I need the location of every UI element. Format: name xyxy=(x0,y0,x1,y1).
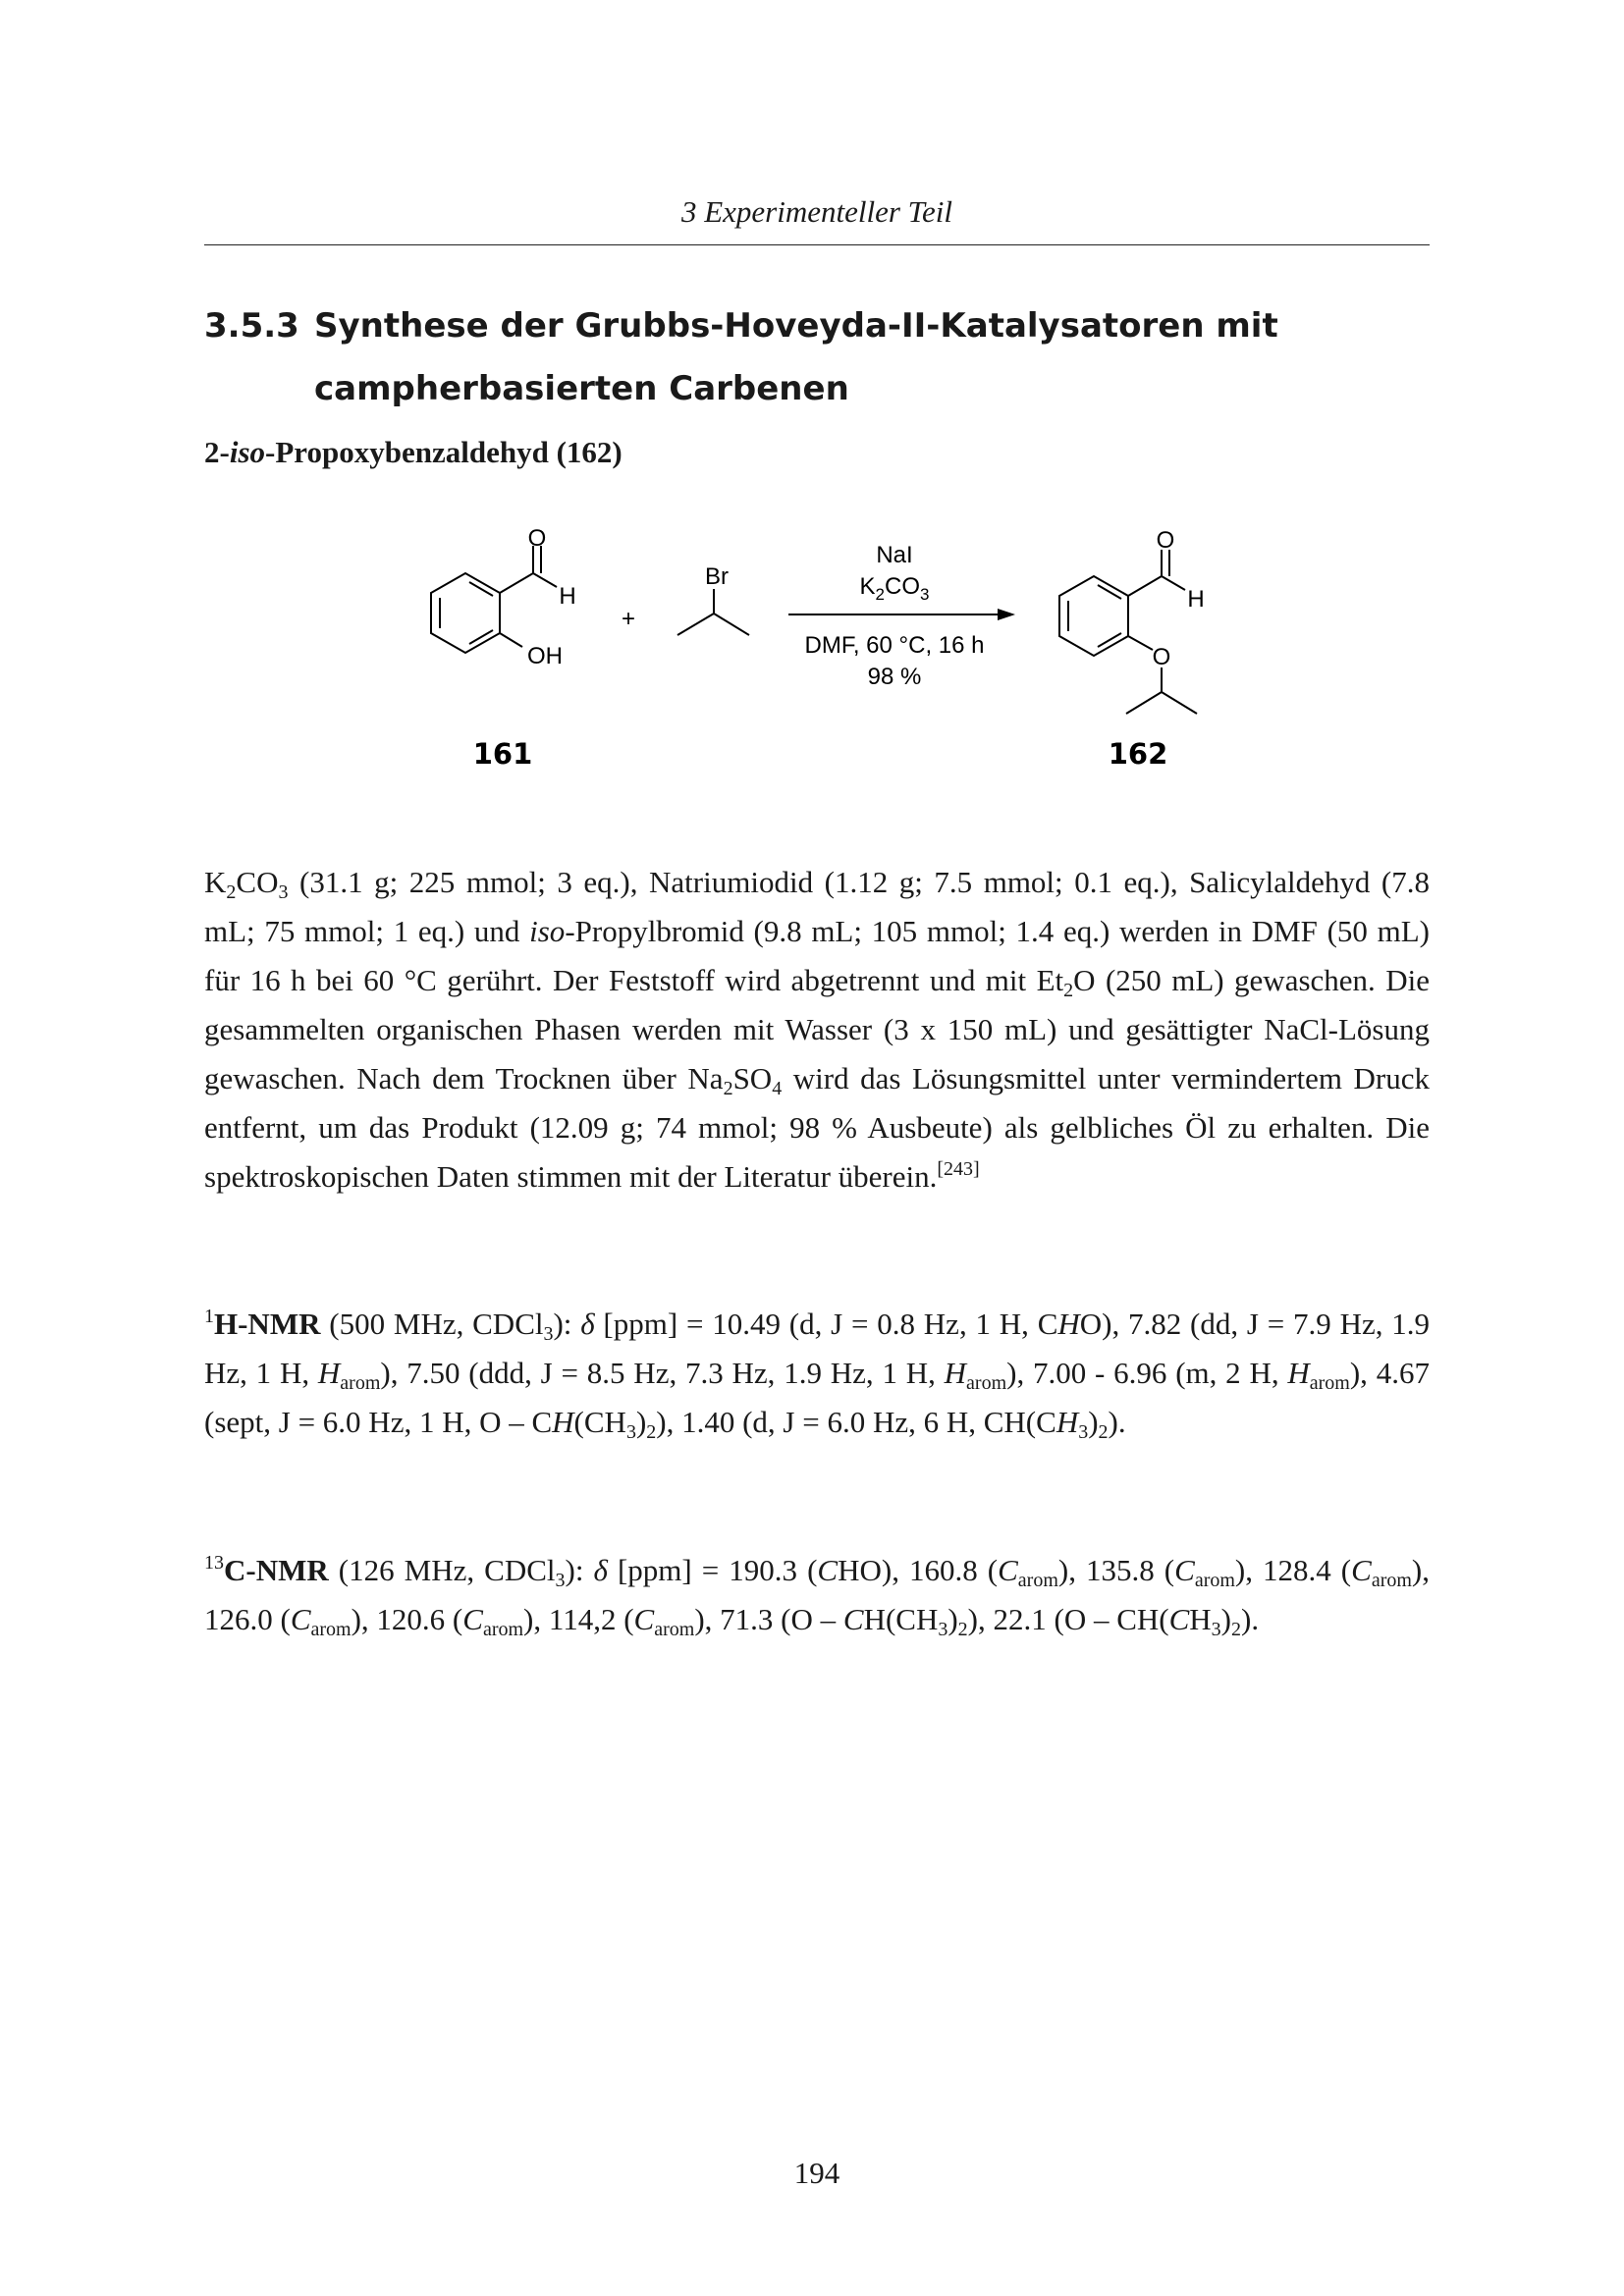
atom-O-ether: O xyxy=(1152,644,1171,670)
reaction-arrow xyxy=(788,609,1015,620)
section-title-line2: campherbasierten Carbenen xyxy=(314,369,849,408)
atom-O-2: O xyxy=(1156,527,1175,554)
compound-name: -Propoxybenzaldehyd xyxy=(265,435,549,469)
product-structure xyxy=(1059,550,1197,714)
salicylaldehyde-structure xyxy=(431,546,557,653)
atom-O-1: O xyxy=(527,525,547,552)
reaction-scheme xyxy=(0,0,1624,785)
h-nmr-paragraph: $^1$H-NMR (500 MHz, CDCl$_3$): δ [ppm] = 10.49 (d, J = 0.8 Hz, 1 H, CHO), 7.82 (dd, J = 7.9 Hz, 1.9 Hz, 1 H, $H_{arom}$), 7.50 (ddd, J = 8.5 Hz, 7.3 Hz, 1.9 Hz, 1 H, $H_{arom}$), 7.00 - 6.96 (m, 2 H, $H_{arom}$), 4.67 (sept, J = 6.0 Hz, 1 H, O – $CH(CH_3)_2$), 1.40 (d, J = 6.0 Hz, 6 H, $CH(CH_3)_2$). xyxy=(204,1306,1431,1443)
procedure-paragraph: $K_2CO_3$ (31.1 g; 225 mmol; 3 eq.), Natriumiodid (1.12 g; 7.5 mmol; 0.1 eq.), Salicylaldehyd (7.8 mL; 75 mmol; 1 eq.) und iso-Propylbromid (9.8 mL; 105 mmol; 1.4 eq.) werden in DMF (50 mL) für 16 h bei 60 °C gerührt. Der Feststoff wird abgetrennt und mit $Et_2O$ (250 mL) gewaschen. Die gesammelten organischen Phasen werden mit Wasser (3 x 150 mL) und gesättigter NaCl-Lösung gewaschen. Nach dem Trocknen über $Na_2SO_4$ wird das Lösungsmittel unter vermindertem Druck entfernt, um das Produkt (12.09 g; 74 mmol; 98 % Ausbeute) als gelbliches Öl zu erhalten. Die spektroskopischen Daten stimmen mit der Literatur überein.[243] xyxy=(204,865,1431,1194)
compound-prefix: 2- xyxy=(204,435,230,469)
reaction-conditions: DMF, 60 °C, 16 h xyxy=(804,632,985,659)
section-title-line1: Synthese der Grubbs-Hoveyda-II-Katalysatoren mit xyxy=(314,306,1278,346)
page-number: 194 xyxy=(793,2156,840,2190)
compound-iso: iso xyxy=(229,435,266,469)
atom-H-1: H xyxy=(559,583,576,610)
plus-sign: + xyxy=(621,606,636,632)
citation-ref: [243] xyxy=(937,1158,980,1180)
atom-H-2: H xyxy=(1187,586,1205,613)
section-number: 3.5.3 xyxy=(204,306,299,346)
running-header: 3 Experimenteller Teil xyxy=(680,194,953,229)
reagent-K2CO3: $K_2CO_3$ xyxy=(859,573,930,604)
compound-number: (162) xyxy=(556,435,623,469)
reactant-label-161: 161 xyxy=(472,737,533,771)
reagent-NaI: NaI xyxy=(876,542,913,568)
product-label-162: 162 xyxy=(1108,737,1168,771)
isopropyl-bromide-structure xyxy=(677,589,749,635)
reaction-yield: 98 % xyxy=(867,664,922,690)
c-nmr-paragraph: $^{13}$C-NMR (126 MHz, CDCl$_3$): δ [ppm] = 190.3 (CHO), 160.8 $(C_{arom})$, 135.8 $(C_{arom})$, 128.4 $(C_{arom})$, 126.0 $(C_{arom})$, 120.6 $(C_{arom})$, 114,2 $(C_{arom})$, 71.3 $(O - CH(CH_3)_2)$, 22.1 $(O - CH(CH_3)_2)$. xyxy=(204,1552,1430,1640)
atom-OH: OH xyxy=(527,643,563,669)
atom-Br: Br xyxy=(705,563,729,590)
